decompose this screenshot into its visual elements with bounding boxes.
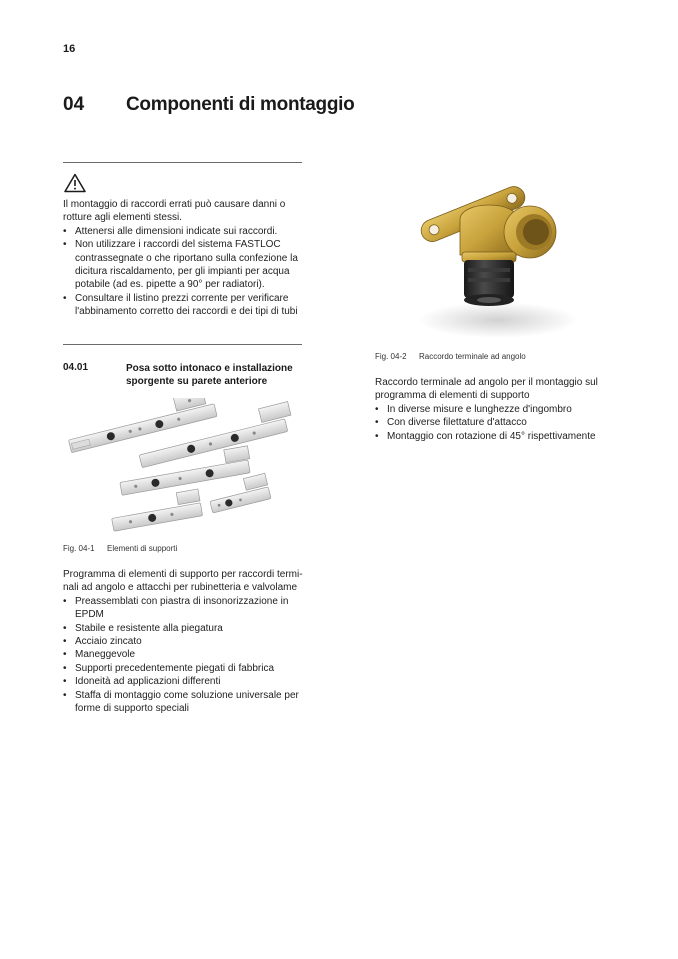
angle-fitting-image bbox=[398, 160, 588, 345]
list-item: • Consultare il listino prezzi corrente per verificare l'abbinamento corretto dei raccordi e dei tipi di tubi bbox=[63, 292, 308, 319]
left-body-intro: Programma di elementi di supporto per raccordi termi-nali ad angolo e attacchi per rubinetteria e valvolame bbox=[63, 569, 303, 594]
list-item: • Idoneità ad applicazioni differenti bbox=[63, 675, 303, 688]
list-item: • Attenersi alle dimensioni indicate sui raccordi. bbox=[63, 225, 308, 238]
right-body-intro: Raccordo terminale ad angolo per il montaggio sul programma di elementi di supporto bbox=[375, 377, 598, 402]
right-body-list bbox=[375, 403, 615, 443]
support-elements-image bbox=[60, 398, 305, 536]
figure-1-caption bbox=[63, 544, 177, 553]
list-item: • Supporti precedentemente piegati di fabbrica bbox=[63, 662, 303, 675]
warning-list bbox=[63, 225, 308, 319]
figure-2-label: Fig. 04-2 bbox=[375, 352, 407, 361]
figure-2-caption bbox=[375, 352, 526, 361]
warning-triangle-icon bbox=[64, 173, 86, 193]
section-number: 04.01 bbox=[63, 362, 89, 373]
left-body bbox=[63, 568, 303, 715]
figure-2-text: Raccordo terminale ad angolo bbox=[419, 352, 526, 361]
warning-block bbox=[63, 198, 308, 319]
right-body bbox=[375, 376, 615, 443]
left-body-list bbox=[63, 595, 303, 716]
list-item: • Montaggio con rotazione di 45° rispettivamente bbox=[375, 430, 615, 443]
list-item: • Maneggevole bbox=[63, 648, 303, 661]
page-number: 16 bbox=[63, 43, 76, 55]
warning-intro: Il montaggio di raccordi errati può causare danni o rotture agli elementi stessi. bbox=[63, 199, 286, 224]
list-item: • Stabile e resistente alla piegatura bbox=[63, 622, 303, 635]
figure-1-text: Elementi di supporti bbox=[107, 544, 178, 553]
chapter-title: Componenti di montaggio bbox=[126, 94, 355, 115]
figure-1-label: Fig. 04-1 bbox=[63, 544, 95, 553]
warning-bottom-rule bbox=[63, 344, 302, 345]
list-item: • Preassemblati con piastra di insonorizzazione in EPDM bbox=[63, 595, 303, 622]
list-item: • Staffa di montaggio come soluzione universale per forme di supporto speciali bbox=[63, 689, 303, 716]
warning-top-rule bbox=[63, 162, 302, 163]
list-item: • Non utilizzare i raccordi del sistema FASTLOC contrassegnate o che riportano sulla confezione la dicitura riscaldamento, per gli impianti per acqua potabile (ad es. pipette a 90° per radiatori). bbox=[63, 238, 308, 292]
list-item: • Acciaio zincato bbox=[63, 635, 303, 648]
list-item: • In diverse misure e lunghezze d'ingombro bbox=[375, 403, 615, 416]
list-item: • Con diverse filettature d'attacco bbox=[375, 416, 615, 429]
chapter-number: 04 bbox=[63, 94, 85, 115]
section-title: Posa sotto intonaco e installazione sporgente su parete anteriore bbox=[126, 363, 293, 388]
